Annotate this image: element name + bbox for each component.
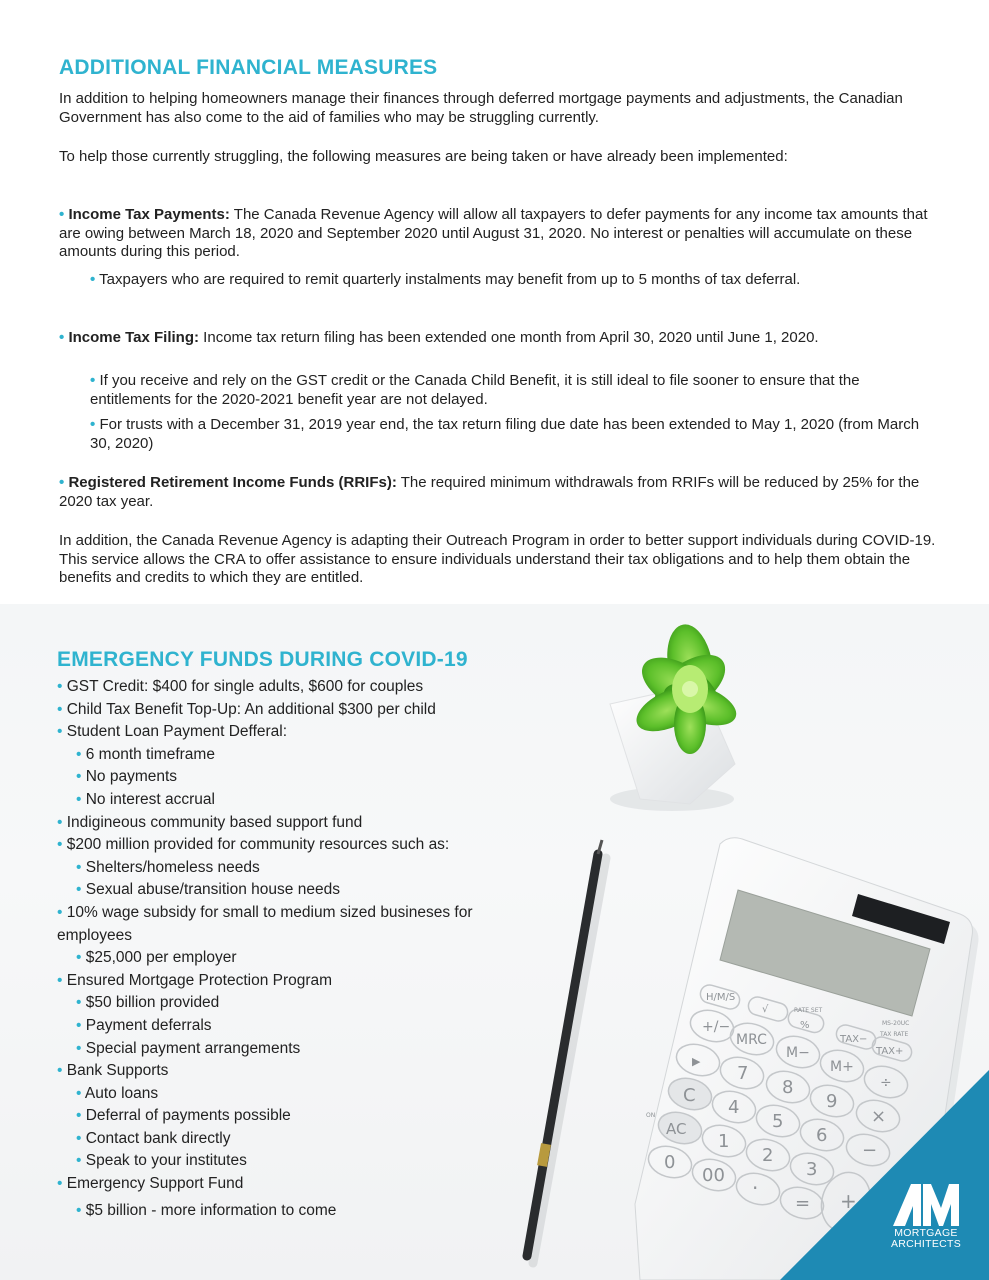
list-item-text: $50 billion provided	[85, 994, 220, 1012]
list-item-text: Bank Supports	[66, 1062, 169, 1080]
bullet-icon: •	[76, 1201, 86, 1219]
key-label: 3	[806, 1159, 818, 1180]
list-sub-item	[57, 789, 537, 812]
closing-paragraph: In addition, the Canada Revenue Agency is adapting their Outreach Program in order to better support individuals during COVID-19. This service allows the CRA to offer assistance to ensure individuals understand their tax obligations and to help them obtain the benefits and credits to which they are entitled.	[59, 532, 936, 586]
key-label: TAX−	[840, 1034, 868, 1045]
list-item-text: No payments	[85, 768, 178, 786]
key-label: H/M/S	[706, 992, 736, 1003]
key-label: 8	[782, 1077, 794, 1098]
list-item-text: Special payment arrangements	[85, 1039, 301, 1057]
list-item-text: Payment deferrals	[85, 1016, 212, 1034]
bullet-icon: •	[76, 1084, 85, 1102]
bullet-icon: •	[76, 1129, 86, 1147]
bullet-icon: •	[90, 372, 96, 389]
key-label: %	[800, 1020, 810, 1031]
bullet-icon: •	[76, 1016, 86, 1034]
sub-measure-text: Taxpayers who are required to remit quarterly instalments may benefit from up to 5 months of tax deferral.	[99, 271, 801, 288]
key-label: 1	[718, 1131, 730, 1152]
bullet-icon: •	[76, 1152, 86, 1170]
bullet-icon: •	[59, 474, 65, 491]
list-item-text: Student Loan Payment Defferal:	[66, 723, 288, 741]
list-item-text: Deferral of payments possible	[85, 1107, 291, 1125]
key-label: M−	[786, 1045, 810, 1061]
bullet-icon: •	[90, 416, 96, 433]
list-item-text: No interest accrual	[85, 790, 215, 808]
list-item-text: Speak to your institutes	[85, 1152, 247, 1170]
key-label: 00	[702, 1165, 725, 1186]
calc-label: ON	[646, 1112, 656, 1119]
financial-measures-section	[0, 0, 989, 604]
measure-text: The Canada Revenue Agency will allow all taxpayers to defer payments for any income tax amounts that are owing between March 18, 2020 and September 2020 until August 31, 2020. No interest or penalties will accumulate on these amounts during this period.	[59, 206, 928, 260]
bullet-icon: •	[90, 271, 96, 288]
list-item	[57, 834, 537, 857]
key-label: ·	[752, 1176, 759, 1200]
list-sub-item	[57, 1128, 537, 1151]
bullet-icon: •	[57, 723, 67, 741]
bullet-icon: •	[57, 903, 67, 921]
list-item	[57, 902, 537, 947]
bullet-icon: •	[76, 994, 86, 1012]
list-sub-item	[57, 947, 537, 970]
intro-paragraph: In addition to helping homeowners manage their finances through deferred mortgage payments and adjustments, the Canadian Government has also come to the aid of families who may be struggling currently.	[59, 90, 903, 126]
sub-measure	[90, 271, 930, 290]
pen-icon	[527, 840, 606, 1263]
bullet-icon: •	[57, 700, 67, 718]
sub-measure-text: If you receive and rely on the GST credit or the Canada Child Benefit, it is still ideal to file sooner to ensure that the entitlements for the 2020-2021 benefit year are not delayed.	[90, 372, 860, 408]
list-item	[57, 721, 537, 744]
key-label: ×	[871, 1106, 887, 1127]
key-label: 6	[816, 1125, 828, 1146]
list-sub-item	[57, 1038, 537, 1061]
emergency-funds-title: EMERGENCY FUNDS DURING COVID-19	[57, 648, 468, 671]
emergency-funds-list	[57, 676, 537, 1222]
list-item-text: 10% wage subsidy for small to medium sized busineses for employees	[57, 903, 473, 944]
list-item-text: Indigineous community based support fund	[66, 813, 363, 831]
list-sub-item	[57, 1150, 537, 1173]
bullet-icon: •	[57, 678, 67, 695]
bullet-icon: •	[76, 768, 86, 786]
calc-label: MS-20UC	[882, 1020, 910, 1027]
bullet-icon: •	[57, 836, 67, 854]
bullet-icon: •	[76, 949, 86, 967]
bullet-icon: •	[76, 1107, 86, 1125]
bullet-icon: •	[76, 1039, 86, 1057]
key-label: +	[840, 1189, 857, 1213]
key-label: 4	[728, 1097, 740, 1118]
calc-label: TAX RATE	[880, 1031, 909, 1038]
lead-paragraph: To help those currently struggling, the following measures are being taken or have already been implemented:	[59, 148, 788, 165]
sub-measure	[90, 416, 930, 453]
list-sub-item	[57, 879, 537, 902]
key-label: M+	[830, 1059, 854, 1075]
key-label: ▶	[692, 1055, 701, 1068]
mortgage-architects-logo	[886, 1180, 966, 1250]
key-label: +/−	[702, 1019, 731, 1035]
bullet-icon: •	[59, 206, 65, 223]
list-item-text: Emergency Support Fund	[66, 1175, 244, 1193]
list-item-text: $5 billion - more information to come	[85, 1201, 337, 1219]
key-label: C	[683, 1085, 696, 1106]
key-label: ÷	[880, 1075, 892, 1091]
list-item-text: Shelters/homeless needs	[85, 858, 260, 876]
sub-measure	[90, 372, 930, 409]
bullet-icon: •	[76, 881, 86, 899]
section-title: ADDITIONAL FINANCIAL MEASURES	[59, 56, 438, 79]
bullet-icon: •	[76, 745, 86, 763]
list-item-text: Ensured Mortgage Protection Program	[66, 971, 333, 989]
measure-text: Income tax return filing has been extended one month from April 30, 2020 until June 1, 2020.	[199, 329, 819, 346]
list-item	[57, 970, 537, 993]
measure-income-tax-payments	[59, 206, 939, 262]
key-label: 9	[826, 1091, 838, 1112]
list-item-text: Child Tax Benefit Top-Up: An additional $300 per child	[66, 700, 436, 718]
key-label: MRC	[736, 1032, 767, 1048]
key-label: TAX+	[876, 1046, 904, 1057]
list-item-text: GST Credit: $400 for single adults, $600 for couples	[66, 678, 424, 695]
key-label: =	[795, 1193, 811, 1214]
list-sub-item	[57, 1015, 537, 1038]
list-item	[57, 1060, 537, 1083]
list-item-text: $25,000 per employer	[85, 949, 237, 967]
key-label: √	[762, 1004, 769, 1015]
list-item	[57, 812, 537, 835]
measure-label: Income Tax Payments:	[68, 206, 230, 223]
list-item-text: Sexual abuse/transition house needs	[85, 881, 340, 899]
list-item	[57, 699, 537, 722]
bullet-icon: •	[76, 790, 86, 808]
bullet-icon: •	[57, 813, 67, 831]
list-sub-item	[57, 992, 537, 1015]
key-label: −	[862, 1140, 878, 1161]
list-item-text: 6 month timeframe	[85, 745, 215, 763]
key-label: 7	[737, 1063, 749, 1084]
logo-line-2: ARCHITECTS	[890, 1238, 962, 1250]
bullet-icon: •	[59, 329, 65, 346]
logo-mark-icon	[889, 1180, 963, 1228]
list-item-text: Contact bank directly	[85, 1129, 231, 1147]
list-sub-item	[57, 857, 537, 880]
bullet-icon: •	[57, 971, 67, 989]
list-item	[57, 676, 537, 699]
list-sub-item	[57, 1200, 537, 1223]
list-sub-item	[57, 1083, 537, 1106]
key-label: 5	[772, 1111, 784, 1132]
list-sub-item	[57, 766, 537, 789]
measure-label: Income Tax Filing:	[68, 329, 200, 346]
logo-line-1: MORTGAGE	[894, 1227, 958, 1239]
bullet-icon: •	[76, 858, 86, 876]
measure-rrif	[59, 474, 939, 511]
list-item	[57, 1173, 537, 1196]
key-label: 0	[664, 1152, 676, 1173]
key-label: AC	[666, 1120, 687, 1138]
list-item-text: Auto loans	[84, 1084, 159, 1102]
sub-measure-text: For trusts with a December 31, 2019 year end, the tax return filing due date has been extended to May 1, 2020 (from March 30, 2020)	[90, 416, 920, 452]
bullet-icon: •	[57, 1062, 67, 1080]
calc-label: RATE SET	[794, 1007, 823, 1014]
measure-label: Registered Retirement Income Funds (RRIFs):	[68, 474, 397, 491]
measure-income-tax-filing	[59, 329, 939, 348]
list-sub-item	[57, 744, 537, 767]
list-item-text: $200 million provided for community resources such as:	[66, 836, 450, 854]
bullet-icon: •	[57, 1175, 67, 1193]
key-label: 2	[762, 1145, 774, 1166]
list-sub-item	[57, 1105, 537, 1128]
measure-text: The required minimum withdrawals from RRIFs will be reduced by 25% for the 2020 tax year.	[59, 474, 920, 510]
